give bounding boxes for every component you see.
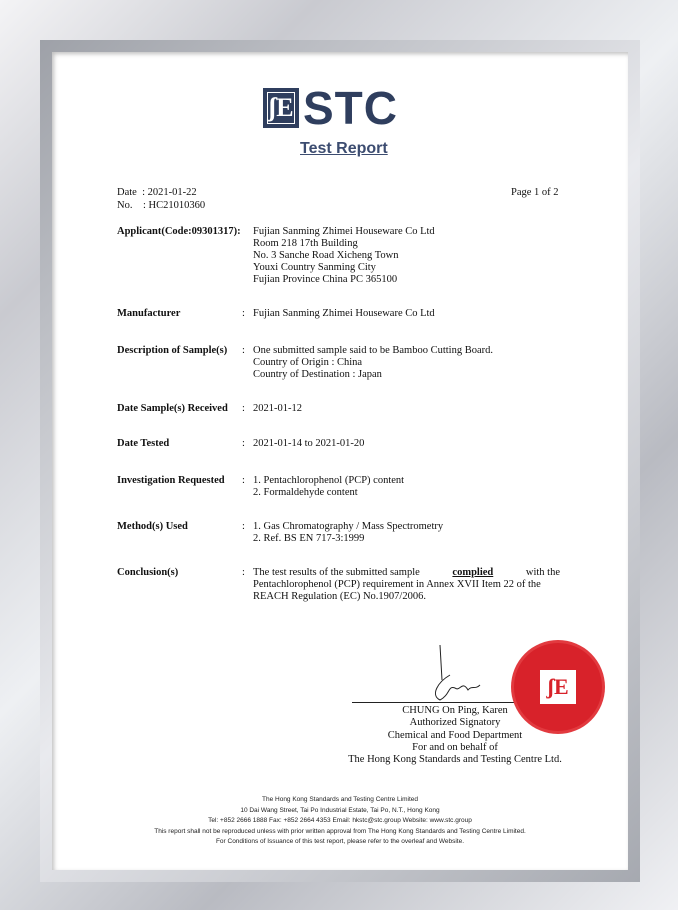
address-line: Youxi Country Sanming City [253, 262, 376, 273]
footer-line: This report shall not be reproduced unless with prior written approval from The Hong Kong Standards and Testing Centre Limited. [154, 827, 526, 835]
methods-label: Method(s) Used [117, 521, 188, 532]
method-item: 1. Gas Chromatography / Mass Spectrometry [253, 521, 444, 532]
manufacturer-value: Fujian Sanming Zhimei Houseware Co Ltd [253, 308, 435, 319]
signatory-role: Authorized Signatory [409, 717, 501, 729]
conclusion-result: complied [452, 567, 494, 578]
method-item: 2. Ref. BS EN 717-3:1999 [253, 533, 365, 544]
signatory-block [340, 705, 570, 766]
description-line: Country of Destination : Japan [253, 369, 382, 380]
applicant-label: Applicant(Code:09301317): [117, 226, 241, 237]
description-value [253, 345, 493, 381]
date-received-value: 2021-01-12 [253, 403, 302, 414]
conclusion-line: Pentachlorophenol (PCP) requirement in Annex XVII Item 22 of the [253, 579, 541, 590]
footer-line: 10 Dai Wang Street, Tai Po Industrial Estate, Tai Po, N.T., Hong Kong [240, 806, 440, 814]
investigation-label: Investigation Requested [117, 475, 225, 486]
footer-line: Tel: +852 2666 1888 Fax: +852 2664 4353 Email: hkstc@stc.group Website: www.stc.group [208, 817, 472, 824]
date-value: 2021-01-22 [147, 187, 197, 198]
conclusion-text-start: The test results of the submitted sample [253, 567, 420, 578]
description-line: One submitted sample said to be Bamboo Cutting Board. [253, 345, 494, 356]
description-line: Country of Origin : China [253, 357, 363, 368]
address-line: No. 3 Sanche Road Xicheng Town [253, 250, 399, 261]
stc-logo-mark: ʃE [263, 88, 299, 128]
date-received-label: Date Sample(s) Received [117, 403, 228, 414]
investigation-item: 1. Pentachlorophenol (PCP) content [253, 475, 405, 486]
signatory-department: Chemical and Food Department [387, 729, 523, 741]
separator: : [242, 345, 245, 356]
manufacturer-label: Manufacturer [117, 308, 181, 319]
signatory-behalf: For and on behalf of [412, 741, 498, 753]
date-tested-label: Date Tested [117, 438, 170, 449]
separator: : [242, 521, 245, 532]
address-line: Room 218 17th Building [253, 238, 358, 249]
stc-logo-text: STC [303, 82, 398, 134]
address-line: Fujian Province China PC 365100 [253, 274, 398, 285]
footer [60, 795, 620, 848]
conclusion-text [253, 567, 560, 603]
separator: : [242, 475, 245, 486]
conclusion-label: Conclusion(s) [117, 567, 179, 578]
separator: : [242, 438, 245, 449]
page-number: Page 1 of 2 [511, 187, 559, 198]
investigation-item: 2. Formaldehyde content [253, 487, 358, 498]
number-value: HC21010360 [148, 200, 206, 211]
conclusion-text-end: with the [525, 567, 560, 578]
footer-line: For Conditions of Issuance of this test report, please refer to the overleaf and Website. [215, 838, 465, 845]
date-row: Date : 2021-01-22 [117, 187, 197, 198]
signatory-company: The Hong Kong Standards and Testing Centre Ltd. [348, 754, 562, 766]
signature [420, 640, 500, 705]
separator: : [242, 567, 245, 578]
applicant-address [253, 226, 435, 286]
description-label: Description of Sample(s) [117, 345, 228, 356]
stc-logo [263, 82, 398, 134]
number-label: No. [117, 200, 133, 211]
date-label: Date [117, 187, 137, 198]
address-line: Fujian Sanming Zhimei Houseware Co Ltd [253, 226, 435, 237]
document-title: Test Report [300, 140, 388, 157]
date-tested-value: 2021-01-14 to 2021-01-20 [253, 438, 365, 449]
methods-list [253, 521, 443, 545]
seal-logo-mark: ʃE [540, 670, 576, 704]
separator: : [242, 403, 245, 414]
investigation-list [253, 475, 404, 499]
conclusion-line: REACH Regulation (EC) No.1907/2006. [253, 591, 426, 602]
footer-line: The Hong Kong Standards and Testing Centre Limited [262, 796, 418, 803]
number-row: No. : HC21010360 [117, 200, 206, 211]
separator: : [242, 308, 245, 319]
signatory-name: CHUNG On Ping, Karen [402, 705, 508, 716]
